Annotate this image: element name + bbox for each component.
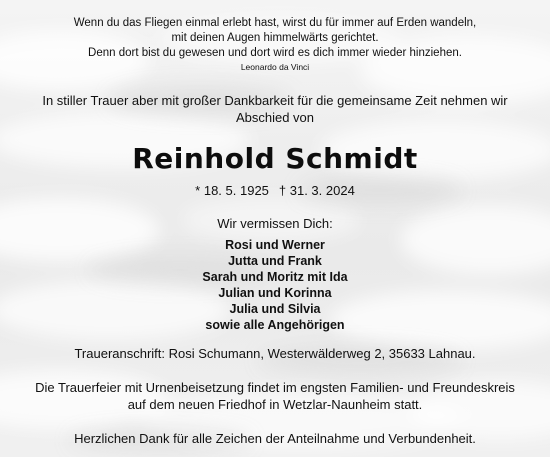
intro-line-1: In stiller Trauer aber mit großer Dankbarkeit für die gemeinsame Zeit nehmen wir: [42, 93, 508, 108]
intro-line-2: Abschied von: [235, 110, 315, 125]
mourner-name: sowie alle Angehörigen: [205, 318, 345, 332]
mourning-address: Traueranschrift: Rosi Schumann, Westerwälderweg 2, 35633 Lahnau.: [74, 346, 476, 361]
funeral-info-line-2: auf dem neuen Friedhof in Wetzlar-Naunheim statt.: [127, 397, 423, 412]
quote-line-3: Denn dort bist du gewesen und dort wird es dich immer wieder hinziehen.: [88, 47, 462, 59]
thanks-line: Herzlichen Dank für alle Zeichen der Anteilnahme und Verbundenheit.: [74, 431, 476, 446]
life-dates: [0, 183, 550, 199]
birth-date: * 18. 5. 1925: [195, 183, 269, 198]
mourner-name: Sarah und Moritz mit Ida: [202, 270, 348, 284]
quote-author: Leonardo da Vinci: [240, 62, 310, 72]
quote-line-2: mit deinen Augen himmelwärts gerichtet.: [171, 32, 379, 44]
mourner-name: Jutta und Frank: [228, 254, 322, 268]
mourner-name: Rosi und Werner: [225, 238, 325, 252]
funeral-info-line-1: Die Trauerfeier mit Urnenbeisetzung findet im engsten Familien- und Freundeskreis: [35, 380, 515, 395]
deceased-name: Reinhold Schmidt: [132, 142, 418, 175]
death-date: † 31. 3. 2024: [278, 183, 355, 198]
mourner-name: Julia und Silvia: [229, 302, 321, 316]
quote-line-1: Wenn du das Fliegen einmal erlebt hast, wirst du für immer auf Erden wandeln,: [73, 17, 477, 29]
mourners-heading: Wir vermissen Dich:: [217, 216, 333, 231]
mourner-name: Julian und Korinna: [218, 286, 332, 300]
